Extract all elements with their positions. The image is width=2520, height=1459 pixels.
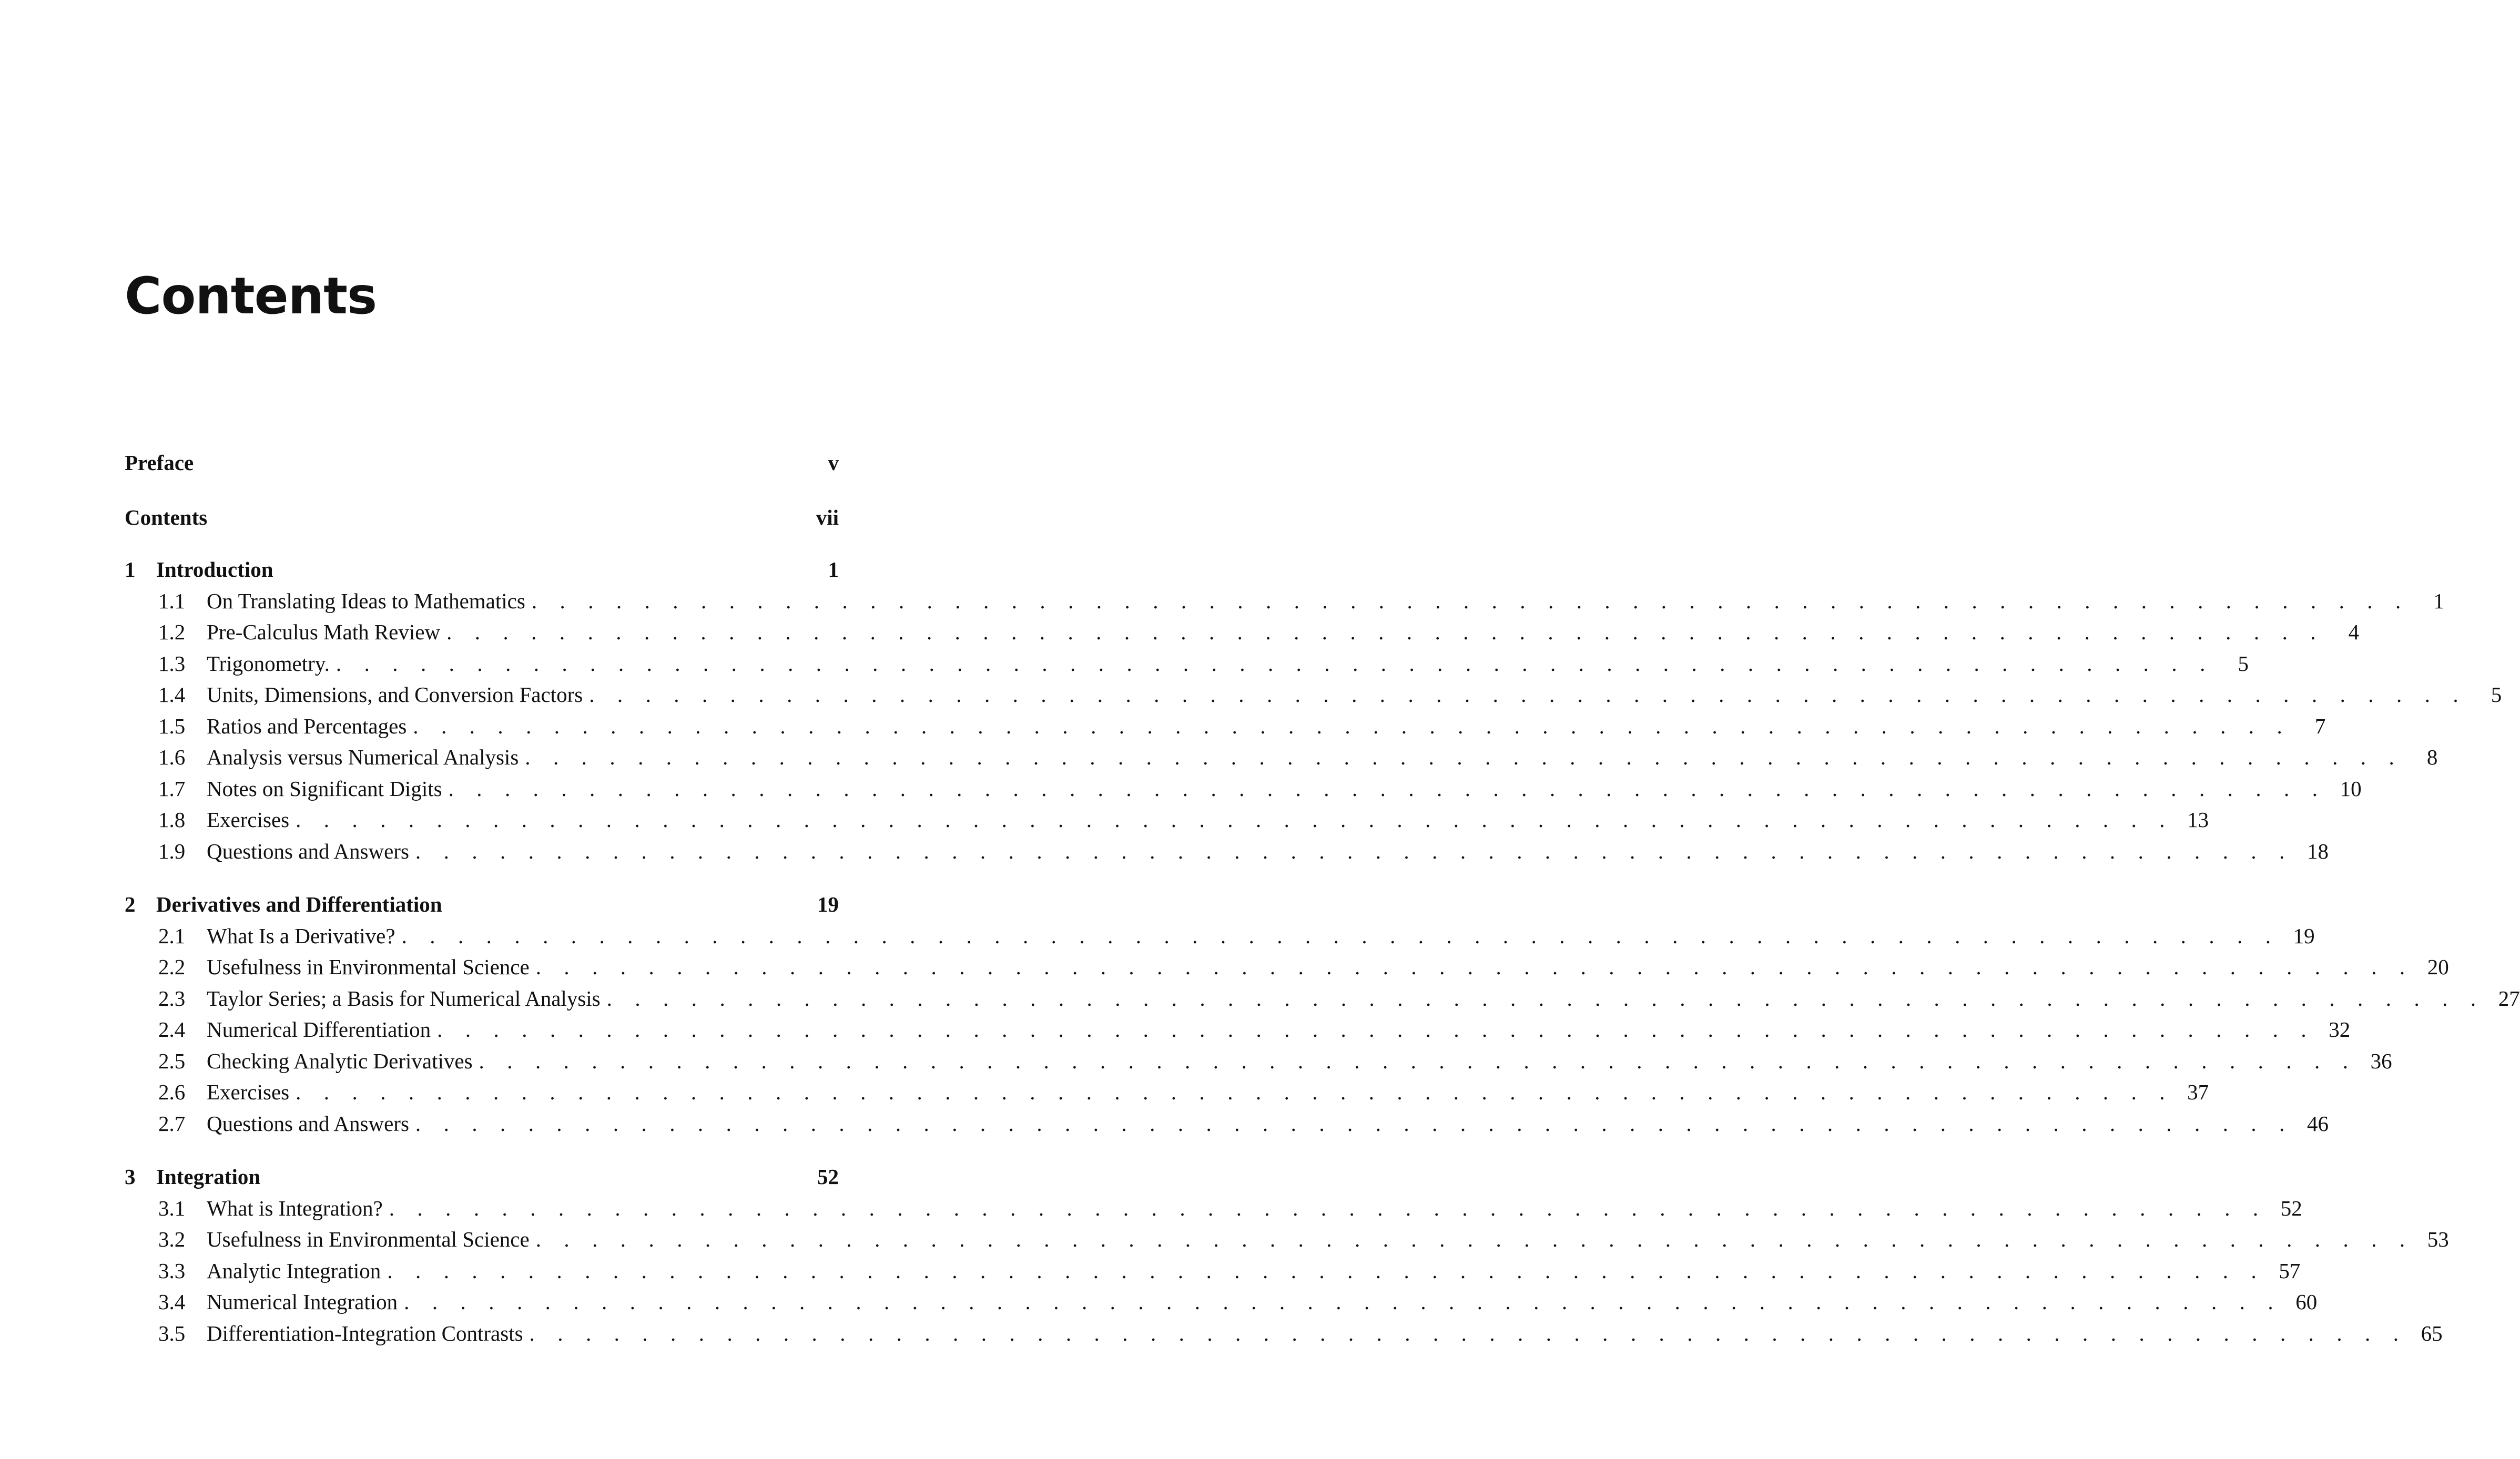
toc-page-number: 60 bbox=[2295, 1290, 2318, 1314]
section-title: Questions and Answers bbox=[207, 839, 409, 863]
toc-page-number: 13 bbox=[2187, 808, 2209, 832]
toc-entry-title: Preface bbox=[125, 451, 194, 475]
section-number: 3.3 bbox=[158, 1258, 186, 1283]
toc-section-entry[interactable] bbox=[125, 1111, 2329, 1136]
toc-section-entry[interactable] bbox=[125, 1048, 2392, 1073]
toc-page-number: 57 bbox=[2279, 1258, 2301, 1283]
section-number: 1.8 bbox=[158, 808, 186, 832]
toc-section-entry[interactable] bbox=[125, 986, 2520, 1011]
toc-page-number: 65 bbox=[2421, 1321, 2443, 1345]
section-title: Exercises bbox=[207, 1080, 290, 1104]
toc-page-number: 37 bbox=[2187, 1080, 2209, 1104]
dot-leader: . . . . . . . . . . . . . . . . . . . . . . . . . . . . . . . . . . . . . . . . . . . . . . . . . . . . . . . . . . . . . . . . . . . bbox=[535, 1227, 2414, 1251]
page-title: Contents bbox=[125, 267, 377, 325]
section-title: What is Integration? bbox=[207, 1196, 383, 1220]
section-number: 1.4 bbox=[158, 682, 186, 707]
toc-chapter-heading[interactable] bbox=[125, 1166, 839, 1188]
toc-section-entry[interactable] bbox=[125, 651, 2249, 676]
section-number: 2.5 bbox=[158, 1048, 186, 1073]
section-title: Numerical Differentiation bbox=[207, 1017, 431, 1042]
toc-section-entry[interactable] bbox=[125, 1080, 2209, 1104]
toc-page-number: 27 bbox=[2498, 986, 2520, 1011]
section-title: Trigonometry. bbox=[207, 651, 330, 676]
dot-leader: . . . . . . . . . . . . . . . . . . . . . . . . . . . . . . . . . . . . . . . . . . . . . . . . . . . . . . . . . . . . . . . . . . . bbox=[401, 923, 2280, 948]
section-title: Analytic Integration bbox=[207, 1258, 381, 1283]
toc-page-number: 46 bbox=[2306, 1111, 2329, 1136]
toc-page-number: 7 bbox=[2314, 713, 2326, 738]
toc-page-number: 36 bbox=[2370, 1048, 2392, 1073]
chapter-title: Introduction bbox=[156, 557, 273, 581]
section-title: On Translating Ideas to Mathematics bbox=[207, 588, 525, 613]
toc-section-entry[interactable] bbox=[125, 1196, 2302, 1220]
toc-page-number: 4 bbox=[2348, 620, 2360, 644]
toc-section-entry[interactable] bbox=[125, 1290, 2318, 1314]
dot-leader: . . . . . . . . . . . . . . . . . . . . . . . . . . . . . . . . . . . . . . . . . . . . . . . . . . . . . . . . . . . . . . . . . . . bbox=[296, 808, 2174, 832]
toc-section-entry[interactable] bbox=[125, 955, 2449, 979]
toc-page-number: 5 bbox=[2238, 651, 2249, 676]
section-title: Ratios and Percentages bbox=[207, 713, 407, 738]
chapter-number: 2 bbox=[125, 892, 136, 916]
dot-leader: . . . . . . . . . . . . . . . . . . . . . . . . . . . . . . . . . . . . . . . . . . . . . . . . . . . . . . . . . . . . . . . . . . . bbox=[415, 1111, 2293, 1136]
section-number: 2.2 bbox=[158, 955, 186, 979]
section-title: Exercises bbox=[207, 808, 290, 832]
dot-leader: . . . . . . . . . . . . . . . . . . . . . . . . . . . . . . . . . . . . . . . . . . . . . . . . . . . . . . . . . . . . . . . . . . . bbox=[404, 1290, 2282, 1314]
section-number: 1.2 bbox=[158, 620, 186, 644]
section-number: 3.5 bbox=[158, 1321, 186, 1345]
toc-page-number: 5 bbox=[2491, 682, 2502, 707]
section-number: 1.9 bbox=[158, 839, 186, 863]
section-title: Checking Analytic Derivatives bbox=[207, 1048, 473, 1073]
dot-leader: . . . . . . . . . . . . . . . . . . . . . . . . . . . . . . . . . . . . . . . . . . . . . . . . . . . . . . . . . . . . . . . . . . . bbox=[413, 713, 2291, 738]
section-number: 1.6 bbox=[158, 745, 186, 769]
toc-section-entry[interactable] bbox=[125, 682, 2502, 707]
toc-page-number: 8 bbox=[2426, 745, 2438, 769]
section-title: Notes on Significant Digits bbox=[207, 776, 442, 801]
section-number: 2.6 bbox=[158, 1080, 186, 1104]
dot-leader: . . . . . . . . . . . . . . . . . . . . . . . . . . . . . . . . . . . . . . . . . . . . . . . . . . . . . . . . . . . . . . . . . . . bbox=[296, 1080, 2174, 1104]
section-number: 3.4 bbox=[158, 1290, 186, 1314]
toc-page-number: v bbox=[828, 451, 839, 475]
dot-leader: . . . . . . . . . . . . . . . . . . . . . . . . . . . . . . . . . . . . . . . . . . . . . . . . . . . . . . . . . . . . . . . . . . . bbox=[437, 1017, 2315, 1042]
toc-section-entry[interactable] bbox=[125, 1017, 2351, 1042]
toc-page-number: 52 bbox=[2280, 1196, 2302, 1220]
section-number: 1.1 bbox=[158, 588, 186, 613]
toc-section-entry[interactable] bbox=[125, 1321, 2443, 1345]
section-number: 1.3 bbox=[158, 651, 186, 676]
dot-leader: . . . . . . . . . . . . . . . . . . . . . . . . . . . . . . . . . . . . . . . . . . . . . . . . . . . . . . . . . . . . . . . . . . . bbox=[525, 745, 2403, 769]
chapter-number: 1 bbox=[125, 557, 136, 581]
section-number: 1.5 bbox=[158, 713, 186, 738]
toc-page-number: 19 bbox=[817, 892, 839, 916]
section-number: 2.3 bbox=[158, 986, 186, 1011]
toc-page-number: 52 bbox=[817, 1165, 839, 1189]
dot-leader: . . . . . . . . . . . . . . . . . . . . . . . . . . . . . . . . . . . . . . . . . . . . . . . . . . . . . . . . . . . . . . . . . . . bbox=[387, 1258, 2265, 1283]
section-title: Differentiation-Integration Contrasts bbox=[207, 1321, 523, 1345]
section-title: Usefulness in Environmental Science bbox=[207, 1227, 530, 1251]
dot-leader: . . . . . . . . . . . . . . . . . . . . . . . . . . . . . . . . . . . . . . . . . . . . . . . . . . . . . . . . . . . . . . . . . . . bbox=[336, 651, 2214, 676]
section-number: 3.2 bbox=[158, 1227, 186, 1251]
toc-section-entry[interactable] bbox=[125, 776, 2362, 801]
dot-leader: . . . . . . . . . . . . . . . . . . . . . . . . . . . . . . . . . . . . . . . . . . . . . . . . . . . . . . . . . . . . . . . . . . . bbox=[446, 620, 2325, 644]
toc-chapter-heading[interactable] bbox=[125, 559, 839, 580]
dot-leader: . . . . . . . . . . . . . . . . . . . . . . . . . . . . . . . . . . . . . . . . . . . . . . . . . . . . . . . . . . . . . . . . . . . bbox=[531, 588, 2410, 613]
dot-leader: . . . . . . . . . . . . . . . . . . . . . . . . . . . . . . . . . . . . . . . . . . . . . . . . . . . . . . . . . . . . . . . . . . . bbox=[389, 1196, 2267, 1220]
toc-section-entry[interactable] bbox=[125, 713, 2326, 738]
dot-leader: . . . . . . . . . . . . . . . . . . . . . . . . . . . . . . . . . . . . . . . . . . . . . . . . . . . . . . . . . . . . . . . . . . . bbox=[415, 839, 2293, 863]
chapter-title: Integration bbox=[156, 1165, 261, 1189]
toc-page-number: 10 bbox=[2340, 776, 2362, 801]
dot-leader: . . . . . . . . . . . . . . . . . . . . . . . . . . . . . . . . . . . . . . . . . . . . . . . . . . . . . . . . . . . . . . . . . . . bbox=[606, 986, 2485, 1011]
toc-entry-preface[interactable] bbox=[125, 452, 839, 474]
toc-page-number: 32 bbox=[2329, 1017, 2351, 1042]
dot-leader: . . . . . . . . . . . . . . . . . . . . . . . . . . . . . . . . . . . . . . . . . . . . . . . . . . . . . . . . . . . . . . . . . . . bbox=[479, 1048, 2357, 1073]
section-title: Taylor Series; a Basis for Numerical Analysis bbox=[207, 986, 601, 1011]
toc-section-entry[interactable] bbox=[125, 1258, 2301, 1283]
toc-section-entry[interactable] bbox=[125, 839, 2329, 863]
toc-entry-title: Contents bbox=[125, 505, 208, 529]
toc-page-number: 53 bbox=[2427, 1227, 2449, 1251]
section-number: 2.4 bbox=[158, 1017, 186, 1042]
toc-page-number: 19 bbox=[2293, 923, 2315, 948]
toc-section-entry[interactable] bbox=[125, 620, 2360, 644]
toc-section-entry[interactable] bbox=[125, 745, 2438, 769]
dot-leader: . . . . . . . . . . . . . . . . . . . . . . . . . . . . . . . . . . . . . . . . . . . . . . . . . . . . . . . . . . . . . . . . . . . bbox=[589, 682, 2467, 707]
toc-section-entry[interactable] bbox=[125, 808, 2209, 832]
dot-leader: . . . . . . . . . . . . . . . . . . . . . . . . . . . . . . . . . . . . . . . . . . . . . . . . . . . . . . . . . . . . . . . . . . . bbox=[448, 776, 2326, 801]
section-number: 2.1 bbox=[158, 923, 186, 948]
chapter-title: Derivatives and Differentiation bbox=[156, 892, 442, 916]
toc-section-entry[interactable] bbox=[125, 588, 2444, 613]
dot-leader: . . . . . . . . . . . . . . . . . . . . . . . . . . . . . . . . . . . . . . . . . . . . . . . . . . . . . . . . . . . . . . . . . . . bbox=[529, 1321, 2407, 1345]
section-title: Numerical Integration bbox=[207, 1290, 398, 1314]
section-title: What Is a Derivative? bbox=[207, 923, 395, 948]
section-title: Analysis versus Numerical Analysis bbox=[207, 745, 519, 769]
section-title: Pre-Calculus Math Review bbox=[207, 620, 441, 644]
toc-page-number: 18 bbox=[2306, 839, 2329, 863]
section-title: Questions and Answers bbox=[207, 1111, 409, 1136]
toc-page-number: 20 bbox=[2427, 955, 2449, 979]
toc-page-number: 1 bbox=[828, 557, 839, 581]
toc-page-number: 1 bbox=[2433, 588, 2444, 613]
toc-section-entry[interactable] bbox=[125, 923, 2315, 948]
toc-page-number: vii bbox=[816, 505, 839, 529]
section-number: 1.7 bbox=[158, 776, 186, 801]
section-title: Usefulness in Environmental Science bbox=[207, 955, 530, 979]
section-number: 3.1 bbox=[158, 1196, 186, 1220]
chapter-number: 3 bbox=[125, 1165, 136, 1189]
toc-chapter-heading[interactable] bbox=[125, 894, 839, 915]
toc-section-entry[interactable] bbox=[125, 1227, 2449, 1251]
section-number: 2.7 bbox=[158, 1111, 186, 1136]
dot-leader: . . . . . . . . . . . . . . . . . . . . . . . . . . . . . . . . . . . . . . . . . . . . . . . . . . . . . . . . . . . . . . . . . . . bbox=[535, 955, 2414, 979]
toc-entry-contents[interactable] bbox=[125, 507, 839, 528]
section-title: Units, Dimensions, and Conversion Factors bbox=[207, 682, 583, 707]
